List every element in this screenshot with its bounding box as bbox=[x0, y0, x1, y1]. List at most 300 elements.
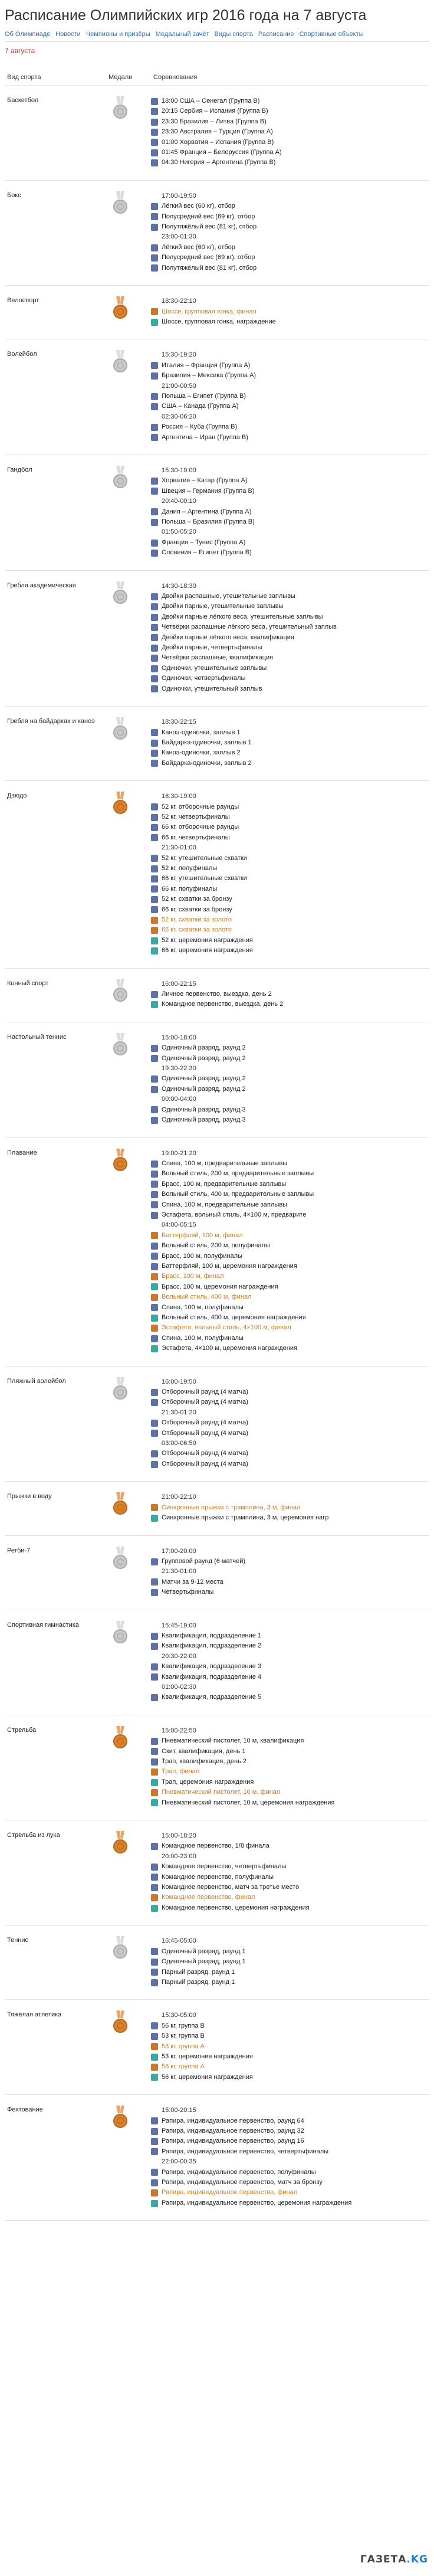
bronze-medal-icon bbox=[111, 1726, 130, 1750]
event-item bbox=[151, 1189, 429, 1199]
ceremony-icon bbox=[151, 1315, 158, 1322]
event-item bbox=[151, 127, 429, 137]
event-text: Спина, 100 м, предварительные заплывы bbox=[162, 1159, 288, 1167]
ceremony-icon bbox=[151, 319, 158, 326]
final-icon bbox=[151, 1768, 158, 1776]
final-icon bbox=[151, 1294, 158, 1301]
event-icon bbox=[151, 665, 158, 672]
time-range: 16:30-19:00 bbox=[162, 793, 196, 800]
event-icon bbox=[151, 1430, 158, 1437]
event-text: Командное первенство, полуфиналы bbox=[162, 1873, 274, 1881]
event-item bbox=[151, 601, 429, 612]
events-list bbox=[151, 1033, 429, 1126]
event-text: 53 кг, группа А bbox=[162, 2042, 205, 2050]
sport-name[interactable]: Волейбол bbox=[7, 351, 37, 358]
event-text: Каноэ-одиночки, заплыв 1 bbox=[162, 728, 241, 736]
medal-cell bbox=[108, 1621, 151, 1703]
ceremony-icon bbox=[151, 1779, 158, 1786]
time-range: 15:45-19:00 bbox=[162, 1622, 196, 1629]
event-item bbox=[151, 2178, 429, 2188]
event-icon bbox=[151, 1201, 158, 1208]
sport-row bbox=[5, 2000, 429, 2095]
event-item bbox=[151, 1957, 429, 1967]
silver-medal-icon bbox=[111, 1547, 130, 1570]
time-range: 19:30-22:30 bbox=[162, 1065, 196, 1073]
event-item bbox=[151, 548, 429, 558]
event-text: Четвёрки распашные, квалификация bbox=[162, 654, 274, 662]
event-text: Аргентина – Иран (Группа B) bbox=[162, 433, 248, 441]
schedule-page bbox=[0, 6, 434, 2221]
event-icon bbox=[151, 603, 158, 610]
event-icon bbox=[151, 729, 158, 736]
event-text: Польша – Бразилия (Группа B) bbox=[162, 518, 255, 525]
event-icon bbox=[151, 2128, 158, 2135]
event-text: Рапира, индивидуальное первенство, раунд 16 bbox=[162, 2137, 304, 2145]
event-icon bbox=[151, 213, 158, 220]
event-icon bbox=[151, 98, 158, 105]
event-text: Командное первенство, финал bbox=[162, 1894, 255, 1901]
final-icon bbox=[151, 2064, 158, 2071]
event-text: 01:45 Франция – Белоруссия (Группа A) bbox=[162, 149, 282, 156]
sport-row bbox=[5, 455, 429, 571]
events-list bbox=[151, 96, 429, 168]
event-icon bbox=[151, 159, 158, 166]
event-text: Байдарка-одиночки, заплыв 1 bbox=[162, 738, 252, 746]
events-list bbox=[151, 1492, 429, 1523]
final-icon bbox=[151, 308, 158, 315]
event-text: 52 кг, отборочные раунды bbox=[162, 803, 239, 810]
sport-row bbox=[5, 1820, 429, 1926]
medal-cell bbox=[108, 979, 151, 1010]
event-item bbox=[151, 612, 429, 622]
medal-cell bbox=[108, 1547, 151, 1598]
col-sport-header: Вид спорта bbox=[7, 73, 41, 81]
event-icon bbox=[151, 675, 158, 682]
event-text: Матчи за 9-12 места bbox=[162, 1578, 223, 1586]
final-event bbox=[151, 2042, 429, 2052]
event-icon bbox=[151, 750, 158, 757]
sport-name[interactable]: Гребля академическая bbox=[7, 581, 76, 589]
event-icon bbox=[151, 519, 158, 526]
event-item bbox=[151, 1074, 429, 1084]
sport-name[interactable]: Плавание bbox=[7, 1149, 37, 1156]
event-item bbox=[151, 591, 429, 601]
event-icon bbox=[151, 1055, 158, 1062]
event-icon bbox=[151, 1874, 158, 1881]
event-item bbox=[151, 1459, 429, 1469]
event-icon bbox=[151, 1171, 158, 1178]
event-text: Вольный стиль, 400 м, предварительные заплывы bbox=[162, 1191, 314, 1198]
event-text: 56 кг, группа А bbox=[162, 2063, 205, 2071]
event-icon bbox=[151, 1117, 158, 1124]
final-icon bbox=[151, 1325, 158, 1332]
event-item bbox=[151, 833, 429, 843]
event-icon bbox=[151, 1160, 158, 1168]
event-text: Одиночный разряд, раунд 1 bbox=[162, 1958, 246, 1966]
ceremony-event bbox=[151, 2052, 429, 2062]
sport-row bbox=[5, 1367, 429, 1482]
event-icon bbox=[151, 1843, 158, 1850]
event-item bbox=[151, 263, 429, 273]
event-text: Двойки парные, четвертьфиналы bbox=[162, 644, 262, 652]
silver-medal-icon bbox=[111, 466, 130, 489]
event-text: Отборочный раунд (4 матча) bbox=[162, 1429, 248, 1437]
silver-medal-icon bbox=[111, 1033, 130, 1057]
event-item bbox=[151, 361, 429, 371]
time-range: 01:50-05:20 bbox=[162, 528, 196, 536]
sport-name[interactable]: Дзюдо bbox=[7, 792, 27, 800]
event-item bbox=[151, 2168, 429, 2178]
event-item bbox=[151, 854, 429, 864]
event-item bbox=[151, 748, 429, 758]
event-text: 52 кг, церемония награждения bbox=[162, 936, 253, 944]
time-range: 16:00-22:15 bbox=[162, 980, 196, 988]
event-item bbox=[151, 1241, 429, 1251]
table-header bbox=[5, 69, 429, 86]
event-text: Шоссе, групповая гонка, финал bbox=[162, 308, 257, 315]
sport-row bbox=[5, 1610, 429, 1715]
event-icon bbox=[151, 550, 158, 557]
event-text: Каноэ-одиночки, заплыв 2 bbox=[162, 749, 241, 757]
time-range: 16:00-19:50 bbox=[162, 1378, 196, 1385]
event-text: Вольный стиль, 200 м, предварительные заплывы bbox=[162, 1170, 314, 1178]
event-text: Квалификация, подразделение 1 bbox=[162, 1632, 262, 1639]
event-text: Квалификация, подразделение 2 bbox=[162, 1642, 262, 1650]
event-text: Рапира, индивидуальное первенство, раунд 32 bbox=[162, 2127, 304, 2134]
event-icon bbox=[151, 2148, 158, 2155]
event-text: Польша – Египет (Группа B) bbox=[162, 392, 246, 400]
event-icon bbox=[151, 634, 158, 641]
time-range: 15:30-19:00 bbox=[162, 466, 196, 474]
event-icon bbox=[151, 1948, 158, 1955]
bronze-medal-icon bbox=[111, 792, 130, 815]
event-item bbox=[151, 201, 429, 211]
sport-row bbox=[5, 1926, 429, 2000]
event-icon bbox=[151, 478, 158, 485]
nav-link[interactable]: Спортивные объекты bbox=[299, 31, 364, 38]
event-item bbox=[151, 1210, 429, 1220]
event-text: Четвертьфиналы bbox=[162, 1588, 214, 1596]
event-icon bbox=[151, 1558, 158, 1565]
time-range: 21:00-22:10 bbox=[162, 1493, 196, 1501]
event-text: Баттерфляй, 100 м, церемония награждения bbox=[162, 1262, 297, 1270]
event-item bbox=[151, 653, 429, 663]
sport-name[interactable]: Тяжёлая атлетика bbox=[7, 2011, 62, 2019]
sport-name[interactable]: Настольный теннис bbox=[7, 1033, 67, 1041]
final-event bbox=[151, 1892, 429, 1902]
silver-medal-icon bbox=[111, 1621, 130, 1645]
event-text: Личное первенство, выездка, день 2 bbox=[162, 990, 272, 998]
event-text: Полусредний вес (69 кг), отбор bbox=[162, 254, 255, 261]
ceremony-icon bbox=[151, 1001, 158, 1008]
event-text: Четвёрки распашные лёгкого веса, утешительный заплыв bbox=[162, 623, 337, 631]
event-item bbox=[151, 1397, 429, 1407]
event-item bbox=[151, 1841, 429, 1851]
event-icon bbox=[151, 1643, 158, 1650]
sport-name[interactable]: Гандбол bbox=[7, 466, 32, 473]
event-icon bbox=[151, 885, 158, 893]
event-text: Квалификация, подразделение 4 bbox=[162, 1673, 262, 1681]
event-item bbox=[151, 1672, 429, 1682]
silver-medal-icon bbox=[111, 96, 130, 120]
sport-name[interactable]: Пляжный волейбол bbox=[7, 1377, 66, 1385]
event-item bbox=[151, 1882, 429, 1892]
event-icon bbox=[151, 1304, 158, 1311]
sport-name[interactable]: Теннис bbox=[7, 1937, 29, 1944]
page-title: Расписание Олимпийских игр 2016 года на 7 августа bbox=[5, 7, 367, 24]
event-text: 18:00 США – Сенегал (Группа B) bbox=[162, 97, 260, 104]
final-icon bbox=[151, 1273, 158, 1280]
event-icon bbox=[151, 1191, 158, 1198]
medal-cell bbox=[108, 350, 151, 443]
time-range: 21:30-01:00 bbox=[162, 844, 196, 852]
event-item bbox=[151, 158, 429, 168]
event-icon bbox=[151, 1969, 158, 1976]
sport-name[interactable]: Конный спорт bbox=[7, 979, 49, 987]
time-range: 15:30-05:00 bbox=[162, 2012, 196, 2019]
event-icon bbox=[151, 254, 158, 261]
nav-link[interactable]: Расписание bbox=[258, 31, 294, 38]
event-icon bbox=[151, 814, 158, 821]
time-range: 17:00-19:50 bbox=[162, 192, 196, 200]
event-icon bbox=[151, 1420, 158, 1427]
event-icon bbox=[151, 2138, 158, 2145]
event-item bbox=[151, 663, 429, 674]
event-item bbox=[151, 1631, 429, 1641]
event-icon bbox=[151, 865, 158, 872]
event-item bbox=[151, 905, 429, 915]
sport-name[interactable]: Велоспорт bbox=[7, 297, 40, 305]
bronze-medal-icon bbox=[111, 296, 130, 320]
event-icon bbox=[151, 508, 158, 515]
ceremony-icon bbox=[151, 2074, 158, 2081]
ceremony-event bbox=[151, 1343, 429, 1354]
events-list bbox=[151, 1621, 429, 1703]
events-list bbox=[151, 1377, 429, 1470]
medal-cell bbox=[108, 96, 151, 168]
event-text: 66 кг, схватки за бронзу bbox=[162, 905, 232, 913]
event-text: Одиночный разряд, раунд 2 bbox=[162, 1075, 246, 1083]
event-text: Двойки парные лёгкого веса, квалификация bbox=[162, 633, 294, 641]
event-icon bbox=[151, 264, 158, 272]
event-icon bbox=[151, 740, 158, 747]
event-text: Спина, 100 м, полуфиналы bbox=[162, 1303, 244, 1311]
event-item bbox=[151, 1967, 429, 1977]
sport-name[interactable]: Бокс bbox=[7, 191, 21, 199]
event-text: Полусредний вес (69 кг), отбор bbox=[162, 213, 255, 220]
event-icon bbox=[151, 1694, 158, 1701]
event-item bbox=[151, 1418, 429, 1428]
time-range: 14:30-18:30 bbox=[162, 582, 196, 590]
nav-link[interactable]: Медальный зачёт bbox=[155, 31, 209, 38]
silver-medal-icon bbox=[111, 581, 130, 605]
final-event bbox=[151, 1271, 429, 1282]
event-text: 66 кг, полуфиналы bbox=[162, 885, 218, 893]
event-item bbox=[151, 874, 429, 884]
final-event bbox=[151, 925, 429, 935]
event-item bbox=[151, 1692, 429, 1702]
col-medals-header: Медали bbox=[108, 73, 133, 81]
event-icon bbox=[151, 1979, 158, 1986]
sport-row bbox=[5, 571, 429, 707]
event-icon bbox=[151, 129, 158, 136]
sport-name[interactable]: Фехтование bbox=[7, 2106, 43, 2114]
event-text: Парный разряд, раунд 1 bbox=[162, 1978, 235, 1986]
sport-row bbox=[5, 1138, 429, 1367]
bronze-medal-icon bbox=[111, 2106, 130, 2129]
event-item bbox=[151, 96, 429, 106]
event-text: Квалификация, подразделение 5 bbox=[162, 1694, 262, 1701]
sport-name[interactable]: Стрельба bbox=[7, 1726, 37, 1734]
final-event bbox=[151, 1292, 429, 1302]
sport-name[interactable]: Регби-7 bbox=[7, 1547, 31, 1554]
event-item bbox=[151, 1261, 429, 1271]
event-item bbox=[151, 486, 429, 496]
time-range: 16:45-05:00 bbox=[162, 1937, 196, 1945]
nav-link[interactable]: Об Олимпиаде bbox=[5, 31, 51, 38]
event-item bbox=[151, 391, 429, 401]
event-icon bbox=[151, 593, 158, 600]
event-text: Эстафета, 4×100 м, церемония награждения bbox=[162, 1345, 297, 1352]
sport-name[interactable]: Прыжки в воду bbox=[7, 1493, 52, 1501]
time-range: 18:30-22:15 bbox=[162, 718, 196, 726]
medal-cell bbox=[108, 2106, 151, 2208]
nav-link[interactable]: Новости bbox=[55, 31, 81, 38]
event-text: Полутяжёлый вес (81 кг), отбор bbox=[162, 223, 257, 231]
event-icon bbox=[151, 203, 158, 210]
time-range: 15:00-18:00 bbox=[162, 1034, 196, 1041]
sport-name[interactable]: Баскетбол bbox=[7, 97, 39, 104]
sport-row bbox=[5, 339, 429, 455]
event-text: Баттерфляй, 100 м, финал bbox=[162, 1231, 243, 1239]
event-item bbox=[151, 1428, 429, 1439]
event-item bbox=[151, 117, 429, 127]
event-text: Одиночки, утешительные заплывы bbox=[162, 664, 267, 672]
event-text: Одиночки, утешительный заплыв bbox=[162, 685, 262, 692]
event-icon bbox=[151, 1633, 158, 1640]
event-icon bbox=[151, 896, 158, 903]
events-list bbox=[151, 581, 429, 694]
event-item bbox=[151, 738, 429, 748]
event-item bbox=[151, 1159, 429, 1169]
event-item bbox=[151, 728, 429, 738]
event-text: Трап, финал bbox=[162, 1768, 200, 1776]
event-icon bbox=[151, 108, 158, 115]
ceremony-event bbox=[151, 2198, 429, 2208]
event-icon bbox=[151, 760, 158, 767]
event-text: 23:30 Австралия – Турция (Группа A) bbox=[162, 128, 273, 136]
sport-row bbox=[5, 181, 429, 286]
event-text: 56 кг, церемония награждения bbox=[162, 2073, 253, 2081]
event-text: 66 кг, церемония награждения bbox=[162, 947, 253, 954]
sport-name[interactable]: Стрельба из лука bbox=[7, 1832, 60, 1839]
event-icon bbox=[151, 1263, 158, 1270]
event-item bbox=[151, 243, 429, 253]
event-text: Спина, 100 м, полуфиналы bbox=[162, 1334, 244, 1342]
event-item bbox=[151, 894, 429, 904]
event-item bbox=[151, 1947, 429, 1957]
event-icon bbox=[151, 1673, 158, 1681]
event-text: 01:00 Хорватия – Испания (Группа B) bbox=[162, 138, 274, 146]
event-text: Трап, квалификация, день 2 bbox=[162, 1758, 247, 1765]
events-list bbox=[151, 1936, 429, 1987]
final-event bbox=[151, 915, 429, 925]
final-event bbox=[151, 1787, 429, 1797]
ceremony-event bbox=[151, 1282, 429, 1292]
event-text: Рапира, индивидуальное первенство, четвертьфиналы bbox=[162, 2147, 329, 2155]
silver-medal-icon bbox=[111, 1936, 130, 1960]
event-icon bbox=[151, 2022, 158, 2029]
date-label: 7 августа bbox=[5, 47, 35, 55]
event-icon bbox=[151, 1212, 158, 1219]
sport-name[interactable]: Гребля на байдарках и каноэ bbox=[7, 718, 95, 725]
nav-link[interactable]: Чемпионы и призёры bbox=[86, 31, 150, 38]
event-item bbox=[151, 422, 429, 432]
event-icon bbox=[151, 1075, 158, 1083]
time-range: 15:00-22:50 bbox=[162, 1727, 196, 1734]
event-text: Эстафета, вольный стиль, 4×100 м, финал bbox=[162, 1324, 291, 1332]
event-item bbox=[151, 222, 429, 232]
event-text: Скит, квалификация, день 1 bbox=[162, 1747, 246, 1755]
final-event bbox=[151, 2188, 429, 2198]
nav-link[interactable]: Виды спорта bbox=[214, 31, 253, 38]
bronze-medal-icon bbox=[111, 2011, 130, 2034]
event-item bbox=[151, 433, 429, 443]
final-icon bbox=[151, 927, 158, 934]
events-list bbox=[151, 296, 429, 327]
event-text: Трап, церемония награждения bbox=[162, 1778, 254, 1786]
event-text: 52 кг, утешительные схватки bbox=[162, 854, 247, 862]
ceremony-event bbox=[151, 317, 429, 327]
sport-name[interactable]: Спортивная гимнастика bbox=[7, 1621, 79, 1629]
ceremony-event bbox=[151, 1777, 429, 1787]
event-item bbox=[151, 1747, 429, 1757]
ceremony-icon bbox=[151, 1515, 158, 1522]
event-item bbox=[151, 2147, 429, 2157]
event-item bbox=[151, 1084, 429, 1094]
sport-row bbox=[5, 86, 429, 181]
event-text: Пневматический пистолет, 10 м, церемония награждения bbox=[162, 1799, 335, 1806]
bronze-medal-icon bbox=[111, 1492, 130, 1516]
event-text: Отборочный раунд (4 матча) bbox=[162, 1388, 248, 1396]
event-icon bbox=[151, 824, 158, 831]
event-text: 04:30 Нигерия – Аргентина (Группа B) bbox=[162, 159, 276, 166]
event-text: 66 кг, утешительные схватки bbox=[162, 875, 247, 882]
sport-row bbox=[5, 707, 429, 781]
event-item bbox=[151, 2031, 429, 2041]
event-text: Одиночный разряд, раунд 2 bbox=[162, 1085, 246, 1093]
event-text: Брасс, 100 м, предварительные заплывы bbox=[162, 1180, 287, 1188]
event-text: США – Канада (Группа A) bbox=[162, 403, 239, 410]
event-icon bbox=[151, 1086, 158, 1093]
event-item bbox=[151, 633, 429, 643]
event-text: Спина, 100 м, предварительные заплывы bbox=[162, 1201, 288, 1208]
event-item bbox=[151, 1641, 429, 1651]
time-range: 21:30-01:00 bbox=[162, 1568, 196, 1575]
event-item bbox=[151, 517, 429, 527]
events-list bbox=[151, 717, 429, 769]
event-icon bbox=[151, 1461, 158, 1468]
sport-row bbox=[5, 969, 429, 1022]
event-text: Отборочный раунд (4 матча) bbox=[162, 1398, 248, 1406]
ceremony-event bbox=[151, 1903, 429, 1913]
event-item bbox=[151, 989, 429, 999]
event-icon bbox=[151, 624, 158, 631]
event-text: Отборочный раунд (4 матча) bbox=[162, 1419, 248, 1427]
ceremony-icon bbox=[151, 2054, 158, 2061]
event-icon bbox=[151, 645, 158, 652]
event-item bbox=[151, 2126, 429, 2136]
